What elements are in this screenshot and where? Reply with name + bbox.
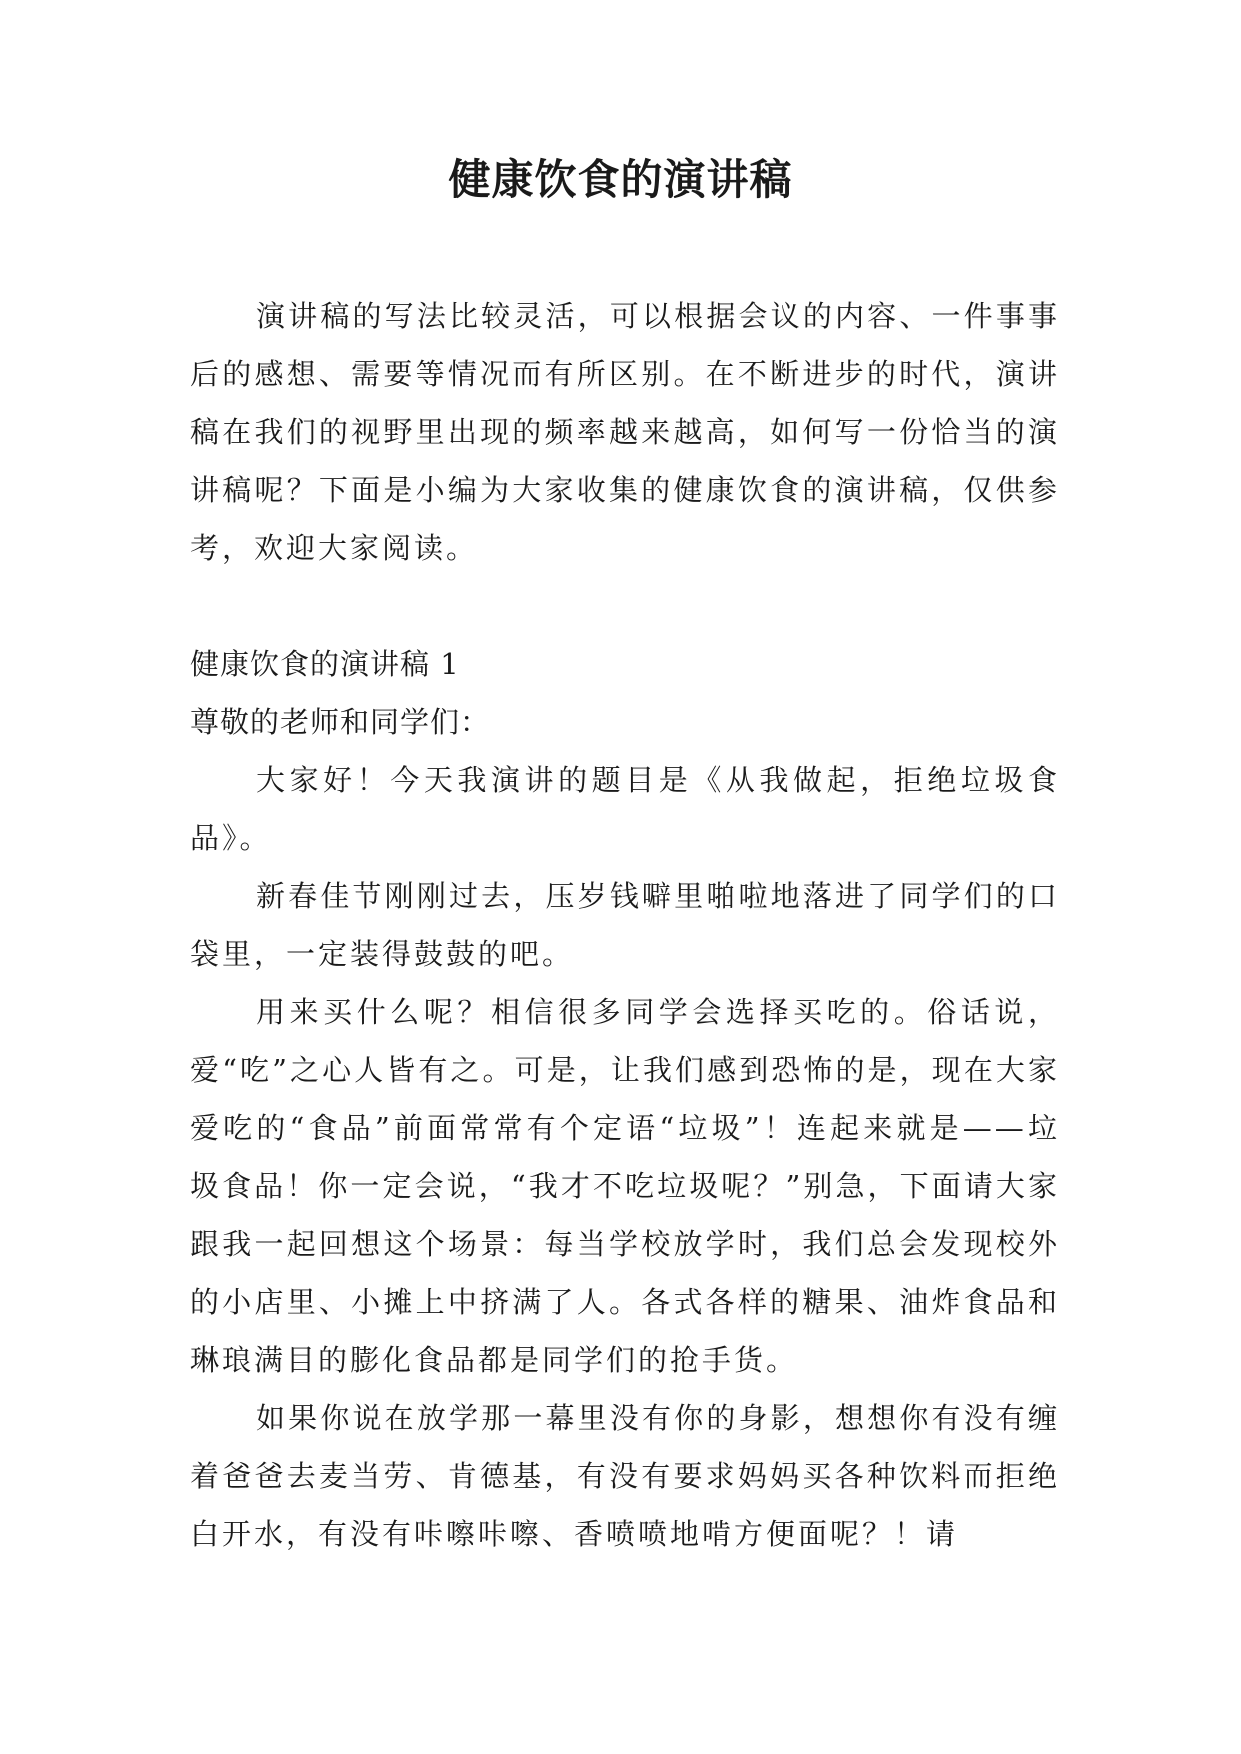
section-heading: 健康饮食的演讲稿 1 — [190, 647, 460, 681]
document-body — [190, 287, 1060, 1563]
body-paragraph: 新春佳节刚刚过去，压岁钱噼里啪啦地落进了同学们的口袋里，一定装得鼓鼓的吧。 — [190, 879, 1060, 971]
document-title: 健康饮食的演讲稿 — [448, 155, 793, 204]
body-paragraph: 如果你说在放学那一幕里没有你的身影，想想你有没有缠着爸爸去麦当劳、肯德基，有没有要求妈妈买各种饮料而拒绝白开水，有没有咔嚓咔嚓、香喷喷地啃方便面呢？！请 — [190, 1401, 1060, 1551]
intro-paragraph: 演讲稿的写法比较灵活，可以根据会议的内容、一件事事后的感想、需要等情况而有所区别。在不断进步的时代，演讲稿在我们的视野里出现的频率越来越高，如何写一份恰当的演讲稿呢？下面是小编为大家收集的健康饮食的演讲稿，仅供参考，欢迎大家阅读。 — [190, 299, 1060, 565]
body-paragraph: 大家好！今天我演讲的题目是《从我做起，拒绝垃圾食品》。 — [190, 763, 1060, 855]
body-paragraph: 用来买什么呢？相信很多同学会选择买吃的。俗话说，爱“吃”之心人皆有之。可是，让我们感到恐怖的是，现在大家爱吃的“食品”前面常常有个定语“垃圾”！连起来就是——垃圾食品！你一定会说，“我才不吃垃圾呢？”别急，下面请大家跟我一起回想这个场景：每当学校放学时，我们总会发现校外的小店里、小摊上中挤满了人。各式各样的糖果、油炸食品和琳琅满目的膨化食品都是同学们的抢手货。 — [190, 995, 1060, 1377]
salutation: 尊敬的老师和同学们： — [190, 705, 491, 739]
spacer — [190, 577, 1060, 635]
